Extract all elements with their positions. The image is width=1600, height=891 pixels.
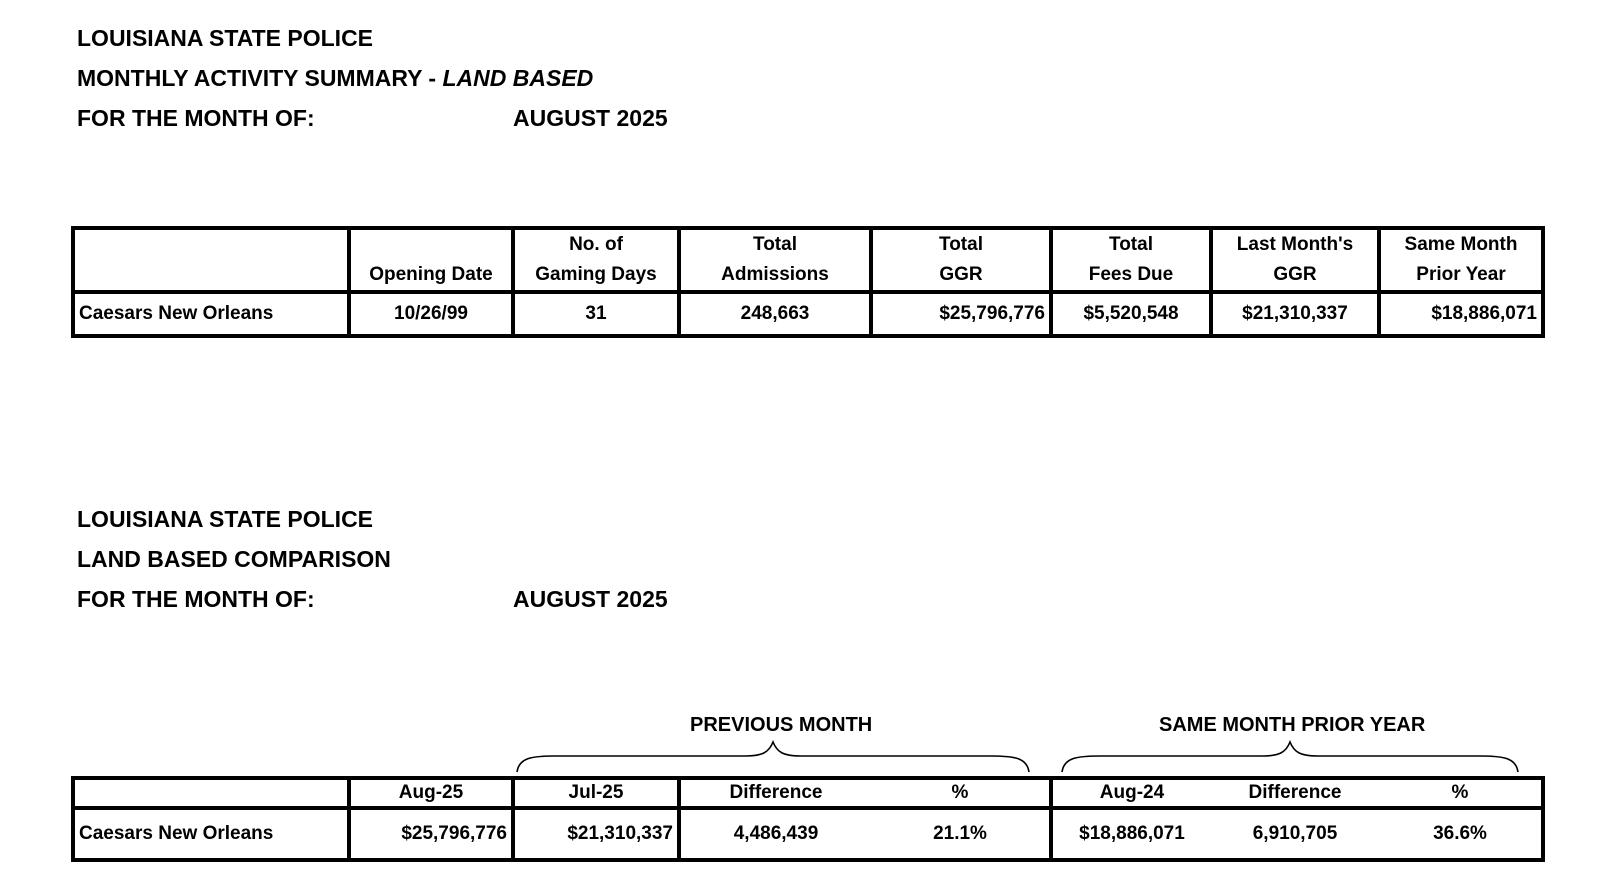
previous-month-ggr-value: $21,310,337 — [513, 808, 679, 860]
opening-date-value: 10/26/99 — [349, 292, 513, 336]
land-based-comparison-table — [71, 776, 1545, 862]
same-month-prior-year-value: $18,886,071 — [1379, 292, 1543, 336]
table-row — [73, 292, 1543, 336]
activity-summary-table — [71, 226, 1545, 338]
fees-due-value: $5,520,548 — [1051, 292, 1211, 336]
previous-difference-value: 4,486,439 — [679, 808, 871, 860]
comparison-agency-title: LOUISIANA STATE POLICE — [77, 506, 374, 532]
summary-title-italic: LAND BASED — [442, 65, 594, 91]
last-month-ggr-value: $21,310,337 — [1211, 292, 1379, 336]
header-previous-percent: % — [871, 778, 1051, 808]
total-ggr-value: $25,796,776 — [871, 292, 1051, 336]
prior-year-ggr-value: $18,886,071 — [1051, 808, 1211, 860]
header-prior-year-month: Aug-24 — [1051, 778, 1211, 808]
header-current-month: Aug-25 — [349, 778, 513, 808]
comparison-period-label: FOR THE MONTH OF: — [77, 586, 315, 612]
header-previous-month: Jul-25 — [513, 778, 679, 808]
header-total-ggr: Total GGR — [871, 228, 1051, 292]
casino-name: Caesars New Orleans — [73, 292, 349, 336]
header-cell-blank — [73, 778, 349, 808]
header-total-admissions: Total Admissions — [679, 228, 871, 292]
header-gaming-days: No. of Gaming Days — [513, 228, 679, 292]
summary-agency-title: LOUISIANA STATE POLICE — [77, 25, 374, 51]
table-row — [73, 808, 1543, 860]
admissions-value: 248,663 — [679, 292, 871, 336]
prior-year-group-label: SAME MONTH PRIOR YEAR — [1159, 714, 1426, 736]
header-prior-year-difference: Difference — [1211, 778, 1379, 808]
summary-title-main: MONTHLY ACTIVITY SUMMARY - — [77, 65, 443, 91]
summary-period-value: AUGUST 2025 — [513, 105, 668, 131]
comparison-header-row — [73, 778, 1543, 808]
casino-name: Caesars New Orleans — [73, 808, 349, 860]
summary-header-row — [73, 228, 1543, 292]
header-same-month-prior-year: Same Month Prior Year — [1379, 228, 1543, 292]
prior-year-difference-value: 6,910,705 — [1211, 808, 1379, 860]
header-prior-year-percent: % — [1379, 778, 1543, 808]
previous-percent-value: 21.1% — [871, 808, 1051, 860]
gaming-days-value: 31 — [513, 292, 679, 336]
header-previous-difference: Difference — [679, 778, 871, 808]
header-last-month-ggr: Last Month's GGR — [1211, 228, 1379, 292]
prior-year-percent-value: 36.6% — [1379, 808, 1543, 860]
previous-month-group-label: PREVIOUS MONTH — [690, 714, 873, 736]
current-month-ggr-value: $25,796,776 — [349, 808, 513, 860]
previous-month-brace-icon — [515, 740, 1035, 774]
comparison-report-title: LAND BASED COMPARISON — [77, 546, 391, 572]
header-opening-date: Opening Date — [349, 228, 513, 292]
header-cell-blank — [73, 228, 349, 292]
summary-report-title — [77, 64, 593, 92]
prior-year-brace-icon — [1060, 740, 1522, 774]
comparison-period-value: AUGUST 2025 — [513, 586, 668, 612]
header-total-fees-due: Total Fees Due — [1051, 228, 1211, 292]
summary-period-label: FOR THE MONTH OF: — [77, 105, 315, 131]
